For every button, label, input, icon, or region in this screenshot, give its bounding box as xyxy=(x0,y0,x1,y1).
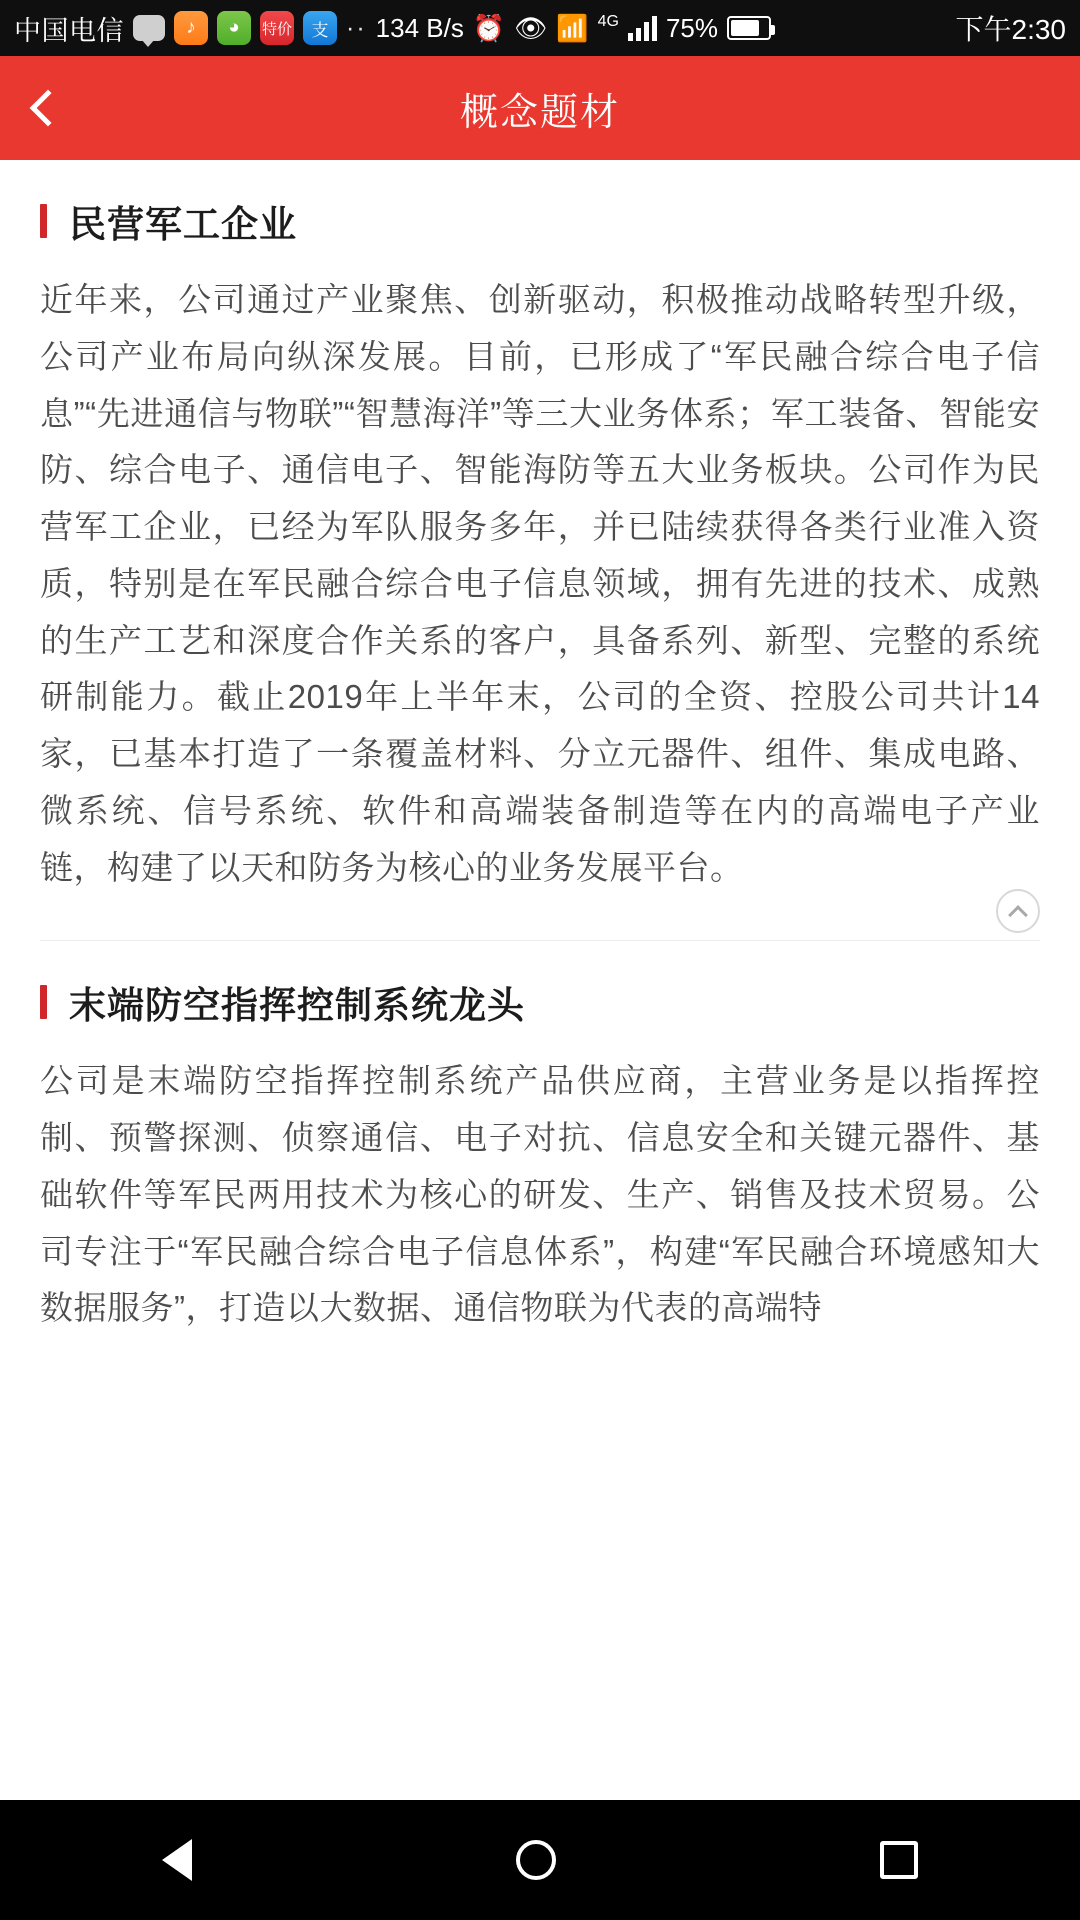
signal-bars-icon xyxy=(628,15,657,41)
nav-back-icon[interactable] xyxy=(162,1839,192,1881)
battery-icon xyxy=(727,16,771,40)
eye-icon: 👁 xyxy=(514,12,548,43)
nav-recents-icon[interactable] xyxy=(880,1841,918,1879)
section-title: 民营军工企业 xyxy=(69,204,297,245)
section-card xyxy=(40,941,1040,1337)
music-app-icon: ♪ xyxy=(174,11,208,45)
status-bar xyxy=(0,0,1080,56)
section-title: 末端防空指挥控制系统龙头 xyxy=(69,985,525,1027)
battery-percent-label: 75% xyxy=(665,12,718,43)
chevron-up-icon xyxy=(1008,905,1028,925)
discount-app-icon: 特价 xyxy=(260,11,294,45)
section-header xyxy=(40,160,1040,258)
carrier-label: 中国电信 xyxy=(14,15,124,46)
system-navigation-bar xyxy=(0,1800,1080,1920)
page-title: 概念题材 xyxy=(459,91,620,134)
wifi-icon: 📶 xyxy=(556,12,589,43)
accent-bar-icon xyxy=(40,204,47,238)
alarm-icon: ⏰ xyxy=(472,12,506,43)
content-scroll-area[interactable] xyxy=(0,160,1080,1800)
nav-home-icon[interactable] xyxy=(516,1840,556,1880)
section-card xyxy=(40,160,1040,941)
back-arrow-icon xyxy=(30,90,67,127)
section-header xyxy=(40,941,1040,1039)
collapse-toggle-button[interactable] xyxy=(996,889,1040,933)
network-type-label: 4G xyxy=(597,13,619,30)
green-app-icon: ◕ xyxy=(217,11,251,45)
more-dots-icon: ·· xyxy=(346,13,367,42)
section-body: 近年来，公司通过产业聚焦、创新驱动，积极推动战略转型升级，公司产业布局向纵深发展。目前，已形成了“军民融合综合电子信息”“先进通信与物联”“智慧海洋”等三大业务体系；军工装备、智能安防、综合电子、通信电子、智能海防等五大业务板块。公司作为民营军工企业，已经为军队服务多年，并已陆续获得各类行业准入资质，特别是在军民融合综合电子信息领域，拥有先进的技术、成熟的生产工艺和深度合作关系的客户，具备系列、新型、完整的系统研制能力。截止2019年上半年末，公司的全资、控股公司共计14家，已基本打造了一条覆盖材料、分立元器件、组件、集成电路、微系统、信号系统、软件和高端装备制造等在内的高端电子产业链，构建了以天和防务为核心的业务发展平台。 xyxy=(40,281,1040,886)
back-button[interactable] xyxy=(0,56,96,160)
alipay-app-icon: 支 xyxy=(303,11,337,45)
section-body: 公司是末端防空指挥控制系统产品供应商，主营业务是以指挥控制、预警探测、侦察通信、电子对抗、信息安全和关键元器件、基础软件等军民两用技术为核心的研发、生产、销售及技术贸易。公司专注于“军民融合综合电子信息体系”，构建“军民融合环境感知大数据服务”，打造以大数据、通信物联为代表的高端特 xyxy=(40,1062,1040,1327)
network-speed-label: 134 B/s xyxy=(375,12,464,43)
accent-bar-icon xyxy=(40,985,47,1019)
app-bar xyxy=(0,56,1080,160)
clock-label: 下午2:30 xyxy=(955,14,1066,45)
message-bubble-icon xyxy=(133,15,165,41)
